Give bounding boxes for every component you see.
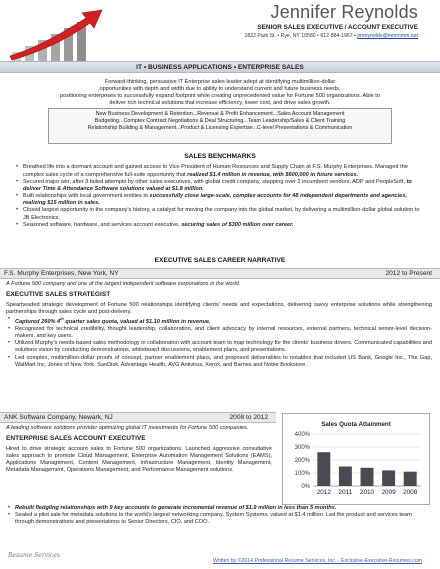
competency-line: New Business Development & Retention...Revenue & Profit Enhancement...Sales Account Management [95,111,345,117]
growth-arrow-logo [6,4,130,66]
company-name: ANK Software Company, Newark, NJ [4,414,113,421]
job-header [0,412,276,423]
list-item: • Breathed life into a dormant account and gained access to Vice President of Human Resources and Supply Chain at F.S. Murphy Enterprises. Managed the complex sales cycle of a comprehensive full-suite opportunity that realized $1.4 million in revenue, with $600,000 in future services. [14,164,426,178]
chart-bar [317,452,330,486]
x-tick-label: 2012 [316,489,331,496]
job-dates: 2012 to Present [385,270,432,277]
list-item: • Recognized for technical credibility, thought leadership, collaboration, and client advocacy by internal resources, external partners, technical senior-level decision-makers, and key users. [6,326,432,340]
list-item: • Sealed a pilot sale for metadata solutions to the world's largest networking company, System Systems, valued at $1.4 million. Led the product and services team through demonstrations and presentations to Senior Directors, CIO, and COO. [6,512,430,526]
list-item: • Utilized Murphy's needs-based sales methodology in collaboration with account team to map technology for the clients' business drivers. Communicated capabilities and solutions vision by conducting demonstrations, whiteboard discussions, enablement plans, and presentations. [6,340,432,354]
x-tick-label: 2009 [381,489,396,496]
chart-title: Sales Quota Attainment [321,421,391,428]
job1-details [6,281,432,369]
list-item: • Seasoned software, hardware, and services account executive, securing sales of $300 million over career. [14,222,426,229]
job-title: SENIOR SALES EXECUTIVE / ACCOUNT EXECUTIVE [257,23,418,31]
y-tick-label: 400% [294,432,310,438]
list-item: • Closed largest opportunity in the company's history, a catalyst for moving the company into the global market, by delivering a multimillion-dollar global solution to JB Electronics. [14,207,426,221]
focus-banner: IT • BUSINESS APPLICATIONS • ENTERPRISE SALES [0,61,440,73]
email-link[interactable]: jmreynolds@mmmmm.net [357,32,418,39]
core-competencies [48,108,392,144]
chart-canvas [283,414,429,504]
footer-credit[interactable]: Written by ©2014 Professional Resume Services, Inc. - Exclusive-Executive-Resumes.com [213,558,422,564]
list-item: • Built relationships with local government entities to successfully close large-scale, complex accounts for 48 independent departments and agencies, realizing $15 million in sales. [14,193,426,207]
role-title: EXECUTIVE SALES STRATEGIST [6,291,111,299]
y-tick-label: 0% [301,484,310,490]
y-tick-label: 200% [294,458,310,464]
list-item: • Captured 260% 4th quarter sales quota, valued at $1.10 million in revenue. [6,316,432,326]
achievement-list [6,316,432,369]
competency-line: Relationship Building & Management...Product & Licensing Expertise...C-level Presentations & Communication [87,124,353,131]
role-intro: Hired to drive strategic account sales to Fortune 500 organizations. Launched aggressive consultative sales approach to promote Cloud Management, Enterprise Automation Management Solutions (EAMS), Applications Management, Content Management, Infrastructure Management, Identity Management, Metadata Management, Operations Management, and Performance Management solutions. [6,445,272,474]
career-narrative-title: EXECUTIVE SALES CAREER NARRATIVE [154,257,286,264]
summary-line: positioning enterprises to successfully expand footprint while creating unprecedented value for Fortune 500 organizations. Able to [60,93,380,100]
summary-line: opportunities with depth and width due to ability to understand current and future business needs, [99,86,341,93]
x-tick-label: 2011 [338,489,353,496]
sales-quota-chart [282,413,430,505]
competency-line: Budgeting...Complex Contract Negotiations & Deal Structuring...Team Leadership/Sales & Client Training [94,117,346,124]
chart-ticks [295,432,418,496]
summary-line: Forward-thinking, persuasive IT Enterprise sales leader adept at identifying multimillion-dollar [104,79,336,85]
achievement-list [6,505,430,526]
address-phone: 1822 Park St. • Rye, NY 10580 • 612-884-1967 • [244,32,356,39]
list-item: • Rebuilt fledgling relationships with 9 key accounts to generate incremental revenue of $1.9 million in less than 5 months. [6,505,430,512]
chart-bar [404,472,417,486]
contact-line [244,33,418,40]
job2-details [6,425,272,474]
role-intro: Spearheaded strategic development of Fortune 500 relationships identifying clients' needs and expectations, delivering savvy enterprise solutions while strengthening partnerships through sales cycle and post-delivery. [6,301,432,315]
signature-mark: Resume Services [8,552,60,559]
chart-bar [361,468,374,486]
x-tick-label: 2010 [359,489,375,496]
chart-bar [339,467,352,487]
company-name: F.S. Murphy Enterprises, New York, NY [4,270,119,277]
sales-benchmarks [14,153,426,229]
summary [6,79,434,108]
x-tick-label: 2008 [403,489,418,496]
list-item: • Secured major win, after 3 failed attempts by other sales executives, with global credit company, stepping over 2 incumbent vendors, ADP and PeopleSoft, to deliver Time & Attendance Software solutions valued at $1.8 million. [14,179,426,193]
y-tick-label: 300% [294,445,310,451]
section-title: SALES BENCHMARKS [184,153,256,160]
job-dates: 2008 to 2012 [229,414,268,421]
role-title: ENTERPRISE SALES ACCOUNT EXECUTIVE [6,435,146,443]
candidate-name: Jennifer Reynolds [270,2,418,22]
summary-line: deliver rich technical solutions that increase efficiency, lower cost, and drive sales growth. [109,100,331,107]
chart-bars [317,452,416,486]
chart-bar [382,470,395,486]
benchmark-list [14,164,426,228]
company-description: A Fortune 500 company and one of the largest independent software corporations in the world. [6,281,241,287]
company-description: A leading software solutions provider optimizing global IT investments for Fortune 500 companies. [6,425,249,431]
list-item: • Led complex, multimillion-dollar proofs of concept, partner enablement plans, and proposed deliverables to notables that included US Bank, Google Inc., The Gap, WalMart Inc, Jones of New York, SanDisk, Advantage Health, AVG Antivirus, Xerox, and Barnes and Noble Bookstore. [6,355,432,369]
job2-achievements [6,505,430,526]
job-header [0,268,440,279]
resume-header [244,3,418,40]
y-tick-label: 100% [294,471,310,477]
